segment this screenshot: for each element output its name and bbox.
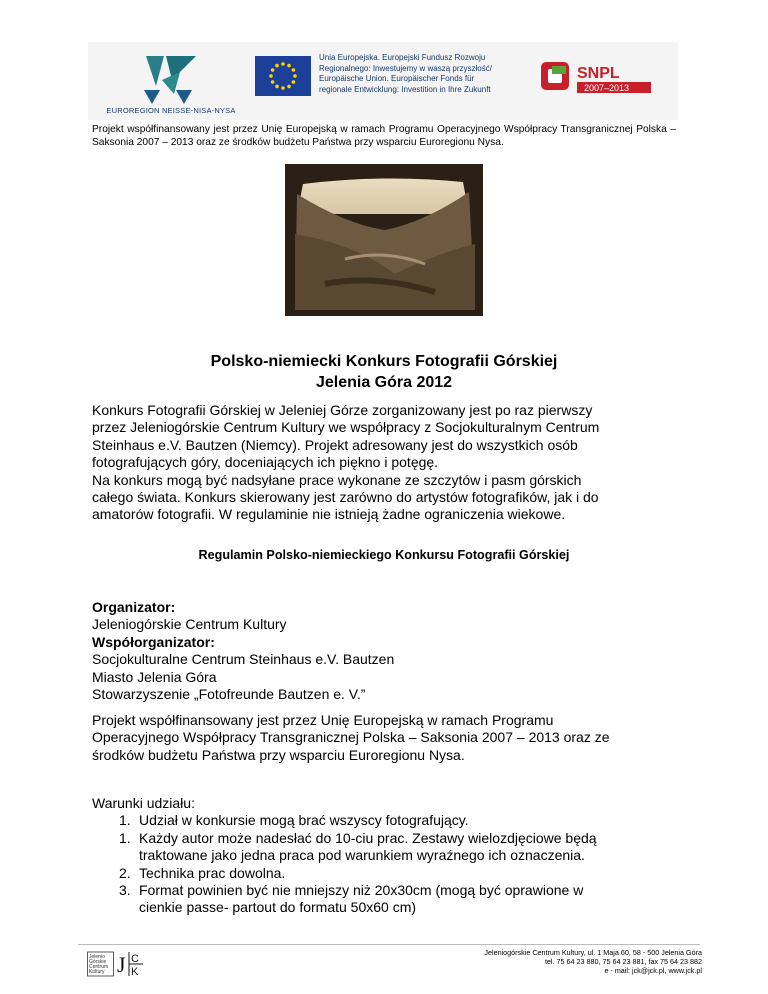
description-line: przez Jeleniogórskie Centrum Kultury we współpracy z Socjokulturalnym Centrum (92, 419, 600, 436)
list-item-text: Technika prac dowolna. (139, 864, 286, 881)
eu-text-line: regionale Entwicklung: Investition in Ihre Zukunft (319, 84, 491, 94)
cofinancing-line: środków budżetu Państwa przy wsparciu Euroregionu Nysa. (92, 746, 465, 763)
cofinancing-paragraph (92, 712, 692, 764)
description-line: Na konkurs mogą być nadsyłane prace wykonane ze szczytów i pasm górskich (92, 471, 582, 488)
list-item-number: 3. (119, 882, 131, 899)
list-item (92, 830, 692, 865)
description-line: Steinhaus e.V. Bautzen (Niemcy). Projekt adresowany jest do wszystkich osób (92, 436, 578, 453)
conditions-heading: Warunki udziału: (92, 795, 195, 811)
cofinancing-line: Operacyjnego Współpracy Transgranicznej Polska – Saksonia 2007 – 2013 oraz ze (92, 729, 610, 746)
jck-logo-letter: C (131, 953, 139, 965)
list-item-text: Format powinien być nie mniejszy niż 20x30cm (mogą być oprawione w (139, 882, 584, 899)
coorganizer-name: Stowarzyszenie „Fotofreunde Bautzen e. V.” (92, 686, 366, 703)
title-line-1: Polsko-niemiecki Konkurs Fotografii Górskiej (210, 353, 558, 370)
list-item-number: 1. (119, 829, 131, 846)
euroregion-label: EUROREGION NEISSE-NISA-NYSA (106, 106, 236, 115)
eu-text-line: Europäische Union. Europäischer Fonds für (319, 74, 475, 83)
footer-address (484, 948, 702, 975)
jck-logo-word: Kultury (89, 969, 105, 975)
description-line: fotografujących góry, doceniających ich piękno i potęgę. (92, 454, 439, 471)
list-item-text: traktowane jako jedna praca pod warunkiem wyraźnego ich oznaczenia. (139, 847, 585, 864)
description-line: amatorów fotografii. W regulaminie nie istnieją żadne ograniczenia wiekowe. (92, 506, 566, 523)
list-item (92, 865, 692, 882)
intro-cofinancing-note: Projekt współfinansowany jest przez Unię Europejską w ramach Programu Operacyjnego Współpracy Transgranicznej Polska – Saksonia 2007 – 2013 oraz ze środków budżetu Państwa przy wsparciu Euroregionu Nysa. (92, 124, 676, 148)
contest-description (92, 402, 692, 524)
title-line-2: Jelenia Góra 2012 (315, 374, 453, 391)
jck-logo-letter: K (131, 966, 139, 978)
snpl-years: 2007–2013 (584, 83, 630, 93)
footer-address-line: tel. 75 64 23 880, 75 64 23 881, fax 75 64 23 882 (544, 957, 702, 966)
page-title (0, 351, 768, 393)
footer-address-line: e - mail: jck@jck.pl, www.jck.pl (604, 966, 702, 975)
eu-flag-icon (255, 56, 311, 96)
organizers-block (92, 599, 692, 703)
coorganizer-label: Współorganizator: (92, 633, 215, 650)
jck-logo-word: Jelenio (89, 954, 105, 960)
conditions-section (92, 795, 692, 917)
coorganizer-name: Miasto Jelenia Góra (92, 668, 217, 685)
list-item-text: Każdy autor może nadesłać do 10-ciu prac. Zestawy wielozdjęciowe będą (139, 829, 597, 846)
snpl-name: SNPL (577, 65, 620, 82)
eu-text-line: Regionalnego: Inwestujemy w waszą przyszłość/ (319, 63, 492, 73)
description-line: całego świata. Konkurs skierowany jest zarówno do artystów fotografików, jak i do (92, 489, 599, 506)
footer-divider (78, 944, 700, 945)
conditions-list (92, 812, 692, 916)
organizer-name: Jeleniogórskie Centrum Kultury (92, 616, 287, 633)
list-item (92, 882, 692, 917)
jck-logo-word: Górskie (89, 959, 107, 965)
list-item-number: 2. (119, 864, 131, 881)
mountain-photograph (285, 164, 483, 316)
list-item-text: Udział w konkursie mogą brać wszyscy fotografujący. (139, 812, 469, 829)
regulations-title: Regulamin Polsko-niemieckiego Konkursu Fotografii Górskiej (198, 548, 570, 562)
eu-text-line: Unia Europejska. Europejski Fundusz Rozwoju (319, 53, 486, 62)
organizer-label: Organizator: (92, 599, 176, 615)
jck-logo (87, 950, 143, 978)
list-item-number: 1. (119, 812, 131, 829)
footer-address-line: Jeleniogórskie Centrum Kultury, ul. 1 Maja 60, 58 - 500 Jelenia Góra (484, 948, 702, 957)
jck-logo-word: Centrum (89, 964, 109, 970)
coorganizer-name: Socjokulturalne Centrum Steinhaus e.V. Bautzen (92, 651, 395, 668)
cofinancing-line: Projekt współfinansowany jest przez Unię Europejską w ramach Programu (92, 712, 554, 728)
list-item-text: cienkie passe- partout do formatu 50x60 cm) (139, 899, 417, 916)
list-item (92, 812, 692, 829)
jck-logo-letter: J (117, 952, 126, 977)
snpl-logo (537, 56, 657, 96)
eu-funding-text (319, 53, 524, 95)
description-line: Konkurs Fotografii Górskiej w Jeleniej Górze zorganizowany jest po raz pierwszy (92, 402, 593, 418)
